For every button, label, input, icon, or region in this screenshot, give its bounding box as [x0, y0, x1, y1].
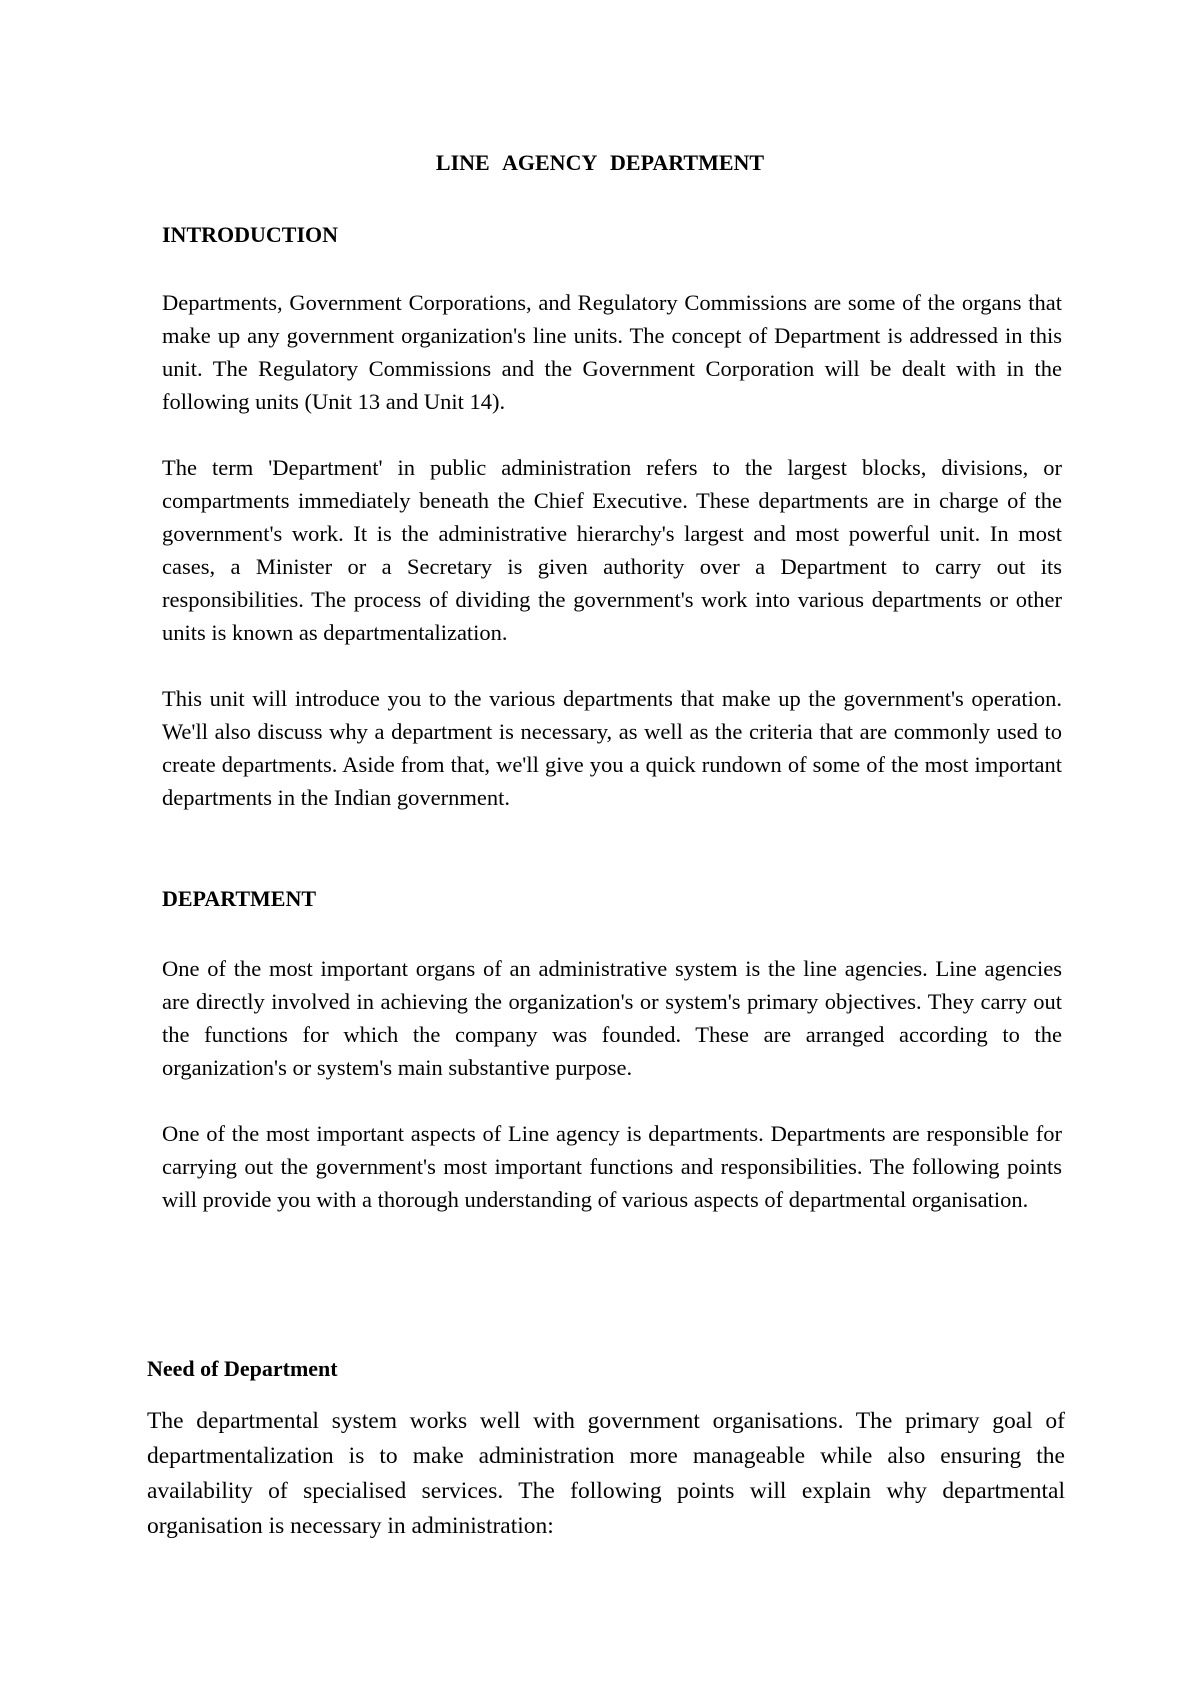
paragraph: The departmental system works well with government organisations. The primary goal of departmentalization is to make administration more manageable while also ensuring the availability of specialised services. The following points will explain why departmental organisation is necessary in administration:: [147, 1408, 1065, 1539]
section-heading-department: DEPARTMENT: [162, 886, 317, 911]
paragraph: Departments, Government Corporations, and Regulatory Commissions are some of the organs that make up any government organization's line units. The concept of Department is addressed in this unit. The Regulatory Commissions and the Government Corporation will be dealt with in the following units (Unit 13 and Unit 14).: [162, 290, 1062, 414]
paragraph: One of the most important aspects of Line agency is departments. Departments are responsible for carrying out the government's most important functions and responsibilities. The following points will provide you with a thorough understanding of various aspects of departmental organisation.: [162, 1121, 1062, 1212]
page-title: LINE AGENCY DEPARTMENT: [435, 150, 765, 175]
paragraph: One of the most important organs of an administrative system is the line agencies. Line agencies are directly involved in achieving the organization's or system's primary objectives. They carry out the functions for which the company was founded. These are arranged according to the organization's or system's main substantive purpose.: [162, 956, 1062, 1080]
paragraph: This unit will introduce you to the various departments that make up the government's operation. We'll also discuss why a department is necessary, as well as the criteria that are commonly used to create departments. Aside from that, we'll give you a quick rundown of some of the most important departments in the Indian government.: [162, 686, 1062, 810]
section-heading-need-of-department: Need of Department: [147, 1356, 338, 1381]
section-heading-introduction: INTRODUCTION: [162, 222, 339, 247]
paragraph: The term 'Department' in public administration refers to the largest blocks, divisions, or compartments immediately beneath the Chief Executive. These departments are in charge of the government's work. It is the administrative hierarchy's largest and most powerful unit. In most cases, a Minister or a Secretary is given authority over a Department to carry out its responsibilities. The process of dividing the government's work into various departments or other units is known as departmentalization.: [162, 455, 1062, 645]
